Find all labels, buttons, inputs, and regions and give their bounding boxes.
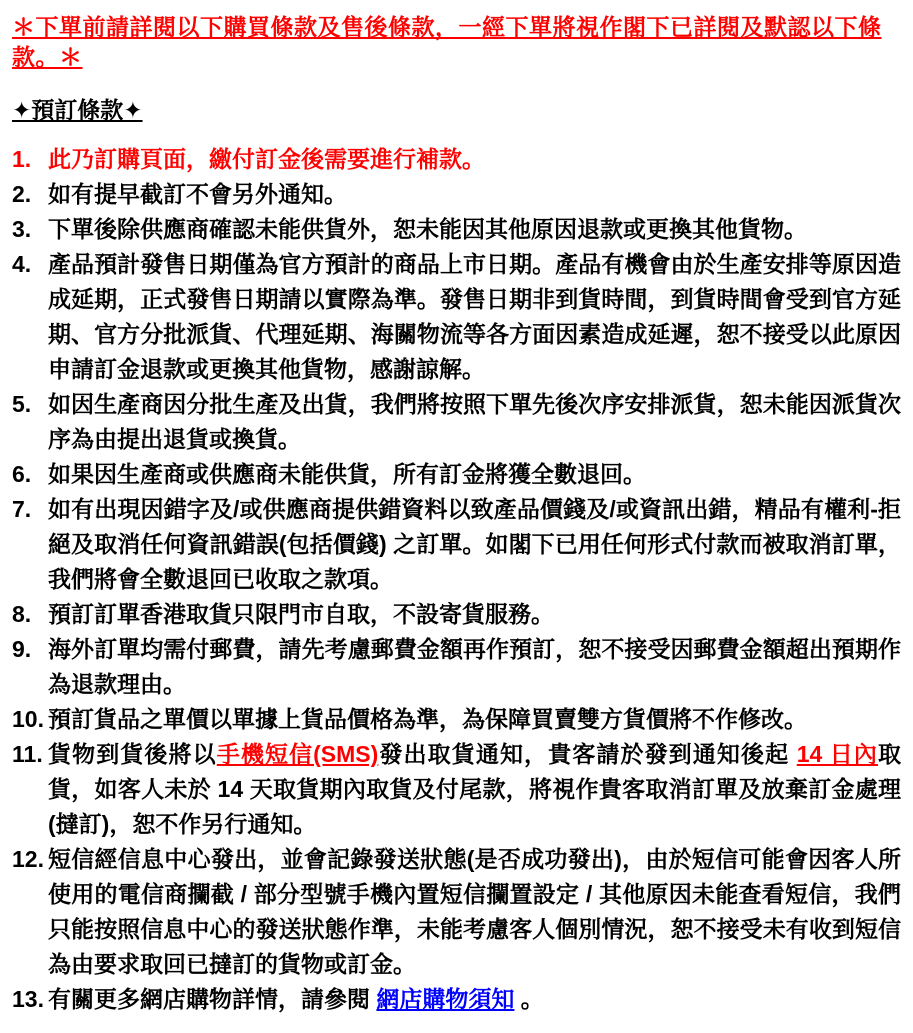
term-13-text-a: 有關更多網店購物詳情，請參閱 (48, 986, 377, 1012)
term-number: 1. (12, 146, 32, 172)
term-13-text-b: 。 (514, 986, 544, 1012)
term-7-text: 如有出現因錯字及/或供應商提供錯資料以致產品價錢及/或資訊出錯，精品有權利-拒絕及取消任何資訊錯誤(包括價錢) 之訂單。如閣下已用任何形式付款而被取消訂單，我們將會全數退回已收取之款項。 (48, 496, 901, 592)
term-item-8 (12, 597, 901, 632)
term-text (48, 142, 901, 177)
term-item-2 (12, 177, 901, 212)
term-item-11 (12, 737, 901, 842)
term-text (48, 597, 901, 632)
term-number: 6. (12, 461, 32, 487)
term-number: 3. (12, 216, 32, 242)
pickup-deadline-highlight: 14 日內 (796, 741, 878, 767)
term-text (48, 632, 901, 702)
term-item-4 (12, 247, 901, 387)
term-text (48, 387, 901, 457)
sms-notice-highlight: 手機短信(SMS) (216, 741, 379, 767)
term-8-text: 預訂訂單香港取貨只限門市自取，不設寄貨服務。 (48, 601, 554, 627)
term-number: 9. (12, 636, 32, 662)
term-number: 8. (12, 601, 32, 627)
term-text (48, 702, 901, 737)
term-item-13 (12, 982, 901, 1017)
term-text (48, 212, 901, 247)
term-number: 12. (12, 846, 44, 872)
term-10-text: 預訂貨品之單價以單據上貨品價格為準，為保障買賣雙方貨價將不作修改。 (48, 706, 807, 732)
term-11-text-b: 發出取貨通知，貴客請於發到通知後起 (378, 741, 797, 767)
term-item-5 (12, 387, 901, 457)
terms-list (12, 142, 901, 1017)
term-1-text: 此乃訂購頁面，繳付訂金後需要進行補款。 (48, 146, 485, 172)
section-title-row (12, 96, 901, 124)
term-3-text: 下單後除供應商確認未能供貨外，恕未能因其他原因退款或更換其他貨物。 (48, 216, 807, 242)
term-item-3 (12, 212, 901, 247)
term-text (48, 247, 901, 387)
term-5-text: 如因生產商因分批生產及出貨，我們將按照下單先後次序安排派貨，恕未能因派貨次序為由提出退貨或換貨。 (48, 391, 901, 452)
term-text (48, 842, 901, 982)
term-number: 10. (12, 706, 44, 732)
term-text (48, 177, 901, 212)
section-title: ✦預訂條款✦ (12, 97, 143, 123)
term-item-1 (12, 142, 901, 177)
term-text (48, 457, 901, 492)
term-text (48, 982, 901, 1017)
term-number: 7. (12, 496, 32, 522)
term-12-text: 短信經信息中心發出，並會記錄發送狀態(是否成功發出)，由於短信可能會因客人所使用的電信商攔截 / 部分型號手機內置短信攔置設定 / 其他原因未能查看短信，我們只能按照信息中心的發送狀態作準，未能考慮客人個別情況，恕不接受未有收到短信為由要求取回已撻訂的貨物或訂金。 (48, 846, 901, 977)
term-item-10 (12, 702, 901, 737)
term-number: 5. (12, 391, 32, 417)
term-6-text: 如果因生產商或供應商未能供貨，所有訂金將獲全數退回。 (48, 461, 646, 487)
term-item-12 (12, 842, 901, 982)
term-4-text: 產品預計發售日期僅為官方預計的商品上市日期。產品有機會由於生產安排等原因造成延期，正式發售日期請以實際為準。發售日期非到貨時間，到貨時間會受到官方延期、官方分批派貨、代理延期、海關物流等各方面因素造成延遲，恕不接受以此原因申請訂金退款或更換其他貨物，感謝諒解。 (48, 251, 901, 382)
term-item-7 (12, 492, 901, 597)
term-text (48, 737, 901, 842)
term-number: 2. (12, 181, 32, 207)
term-2-text: 如有提早截訂不會另外通知。 (48, 181, 347, 207)
shop-notice-link[interactable]: 網店購物須知 (376, 986, 515, 1012)
term-11-text-c: 取貨，如客人未於 14 天取貨期內取貨及付尾款，將視作貴客取消訂單及放棄訂金處理(撻訂)，恕不作另行通知。 (48, 741, 901, 837)
term-item-9 (12, 632, 901, 702)
term-11-text-a: 貨物到貨後將以 (48, 741, 217, 767)
term-number: 11. (12, 741, 43, 767)
term-number: 13. (12, 986, 44, 1012)
term-number: 4. (12, 251, 32, 277)
term-9-text: 海外訂單均需付郵費，請先考慮郵費金額再作預訂，恕不接受因郵費金額超出預期作為退款理由。 (48, 636, 901, 697)
term-text (48, 492, 901, 597)
term-item-6 (12, 457, 901, 492)
warning-header: ＊下單前請詳閱以下購買條款及售後條款，一經下單將視作閣下已詳閱及默認以下條款。＊ (12, 14, 882, 70)
